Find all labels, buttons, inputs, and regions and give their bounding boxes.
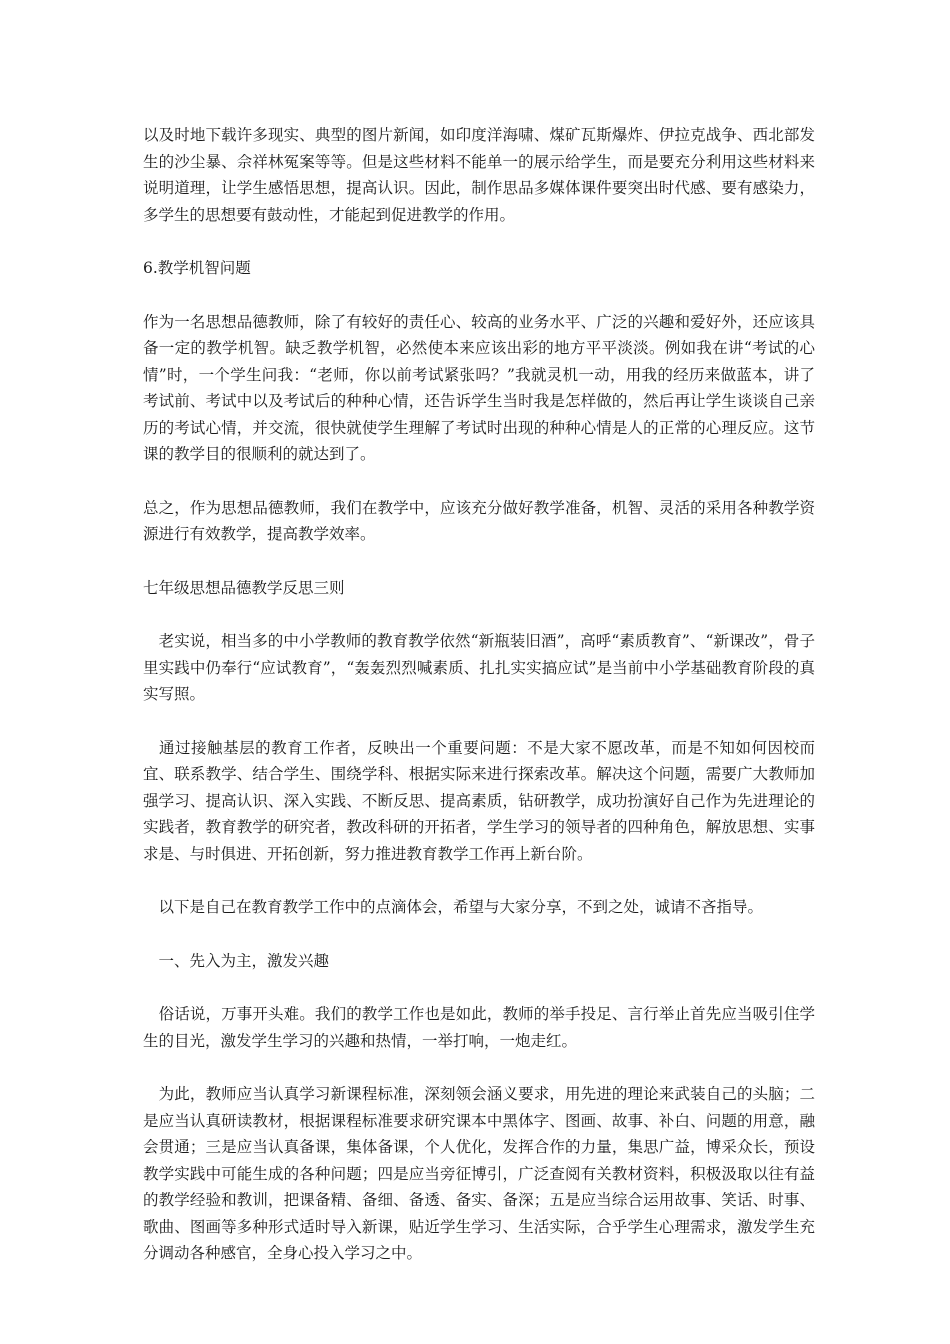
document-body	[143, 122, 815, 1294]
paragraph-multimedia-materials: 以及时地下载许多现实、典型的图片新闻，如印度洋海啸、煤矿瓦斯爆炸、伊拉克战争、西北部发生的沙尘暴、佘祥林冤案等等。但是这些材料不能单一的展示给学生，而是要充分利用这些材料来说明道理，让学生感悟思想，提高认识。因此，制作思品多媒体课件要突出时代感、要有感染力，多学生的思想要有鼓动性，才能起到促进教学的作用。	[143, 126, 815, 224]
article-title-reflections: 七年级思想品德教学反思三则	[143, 578, 345, 597]
subheading-first-impression: 一、先入为主，激发兴趣	[143, 951, 330, 970]
paragraph-sharing: 以下是自己在教育教学工作中的点滴体会，希望与大家分享，不到之处，诚请不吝指导。	[143, 898, 764, 916]
paragraph-conclusion: 总之，作为思想品德教师，我们在教学中，应该充分做好教学准备，机智、灵活的采用各种教学资源进行有效教学，提高教学效率。	[143, 498, 815, 543]
paragraph-exam-oriented: 老实说，相当多的中小学教师的教育教学依然“新瓶装旧酒”，高呼“素质教育”、“新课改”，骨子里实践中仍奉行“应试教育”，“轰轰烈烈喊素质、扎扎实实搞应试”是当前中小学基础教育阶段的真实写照。	[143, 632, 815, 703]
paragraph-teacher-duties: 为此，教师应当认真学习新课程标准，深刻领会涵义要求，用先进的理论来武装自己的头脑；二是应当认真研读教材，根据课程标准要求研究课本中黑体字、图画、故事、补白、问题的用意，融会贯通；三是应当认真备课，集体备课，个人优化，发挥合作的力量，集思广益，博采众长，预设教学实践中可能生成的各种问题；四是应当旁征博引，广泛查阅有关教材资料，积极汲取以往有益的教学经验和教训，把课备精、备细、备透、备实、备深；五是应当综合运用故事、笑话、时事、歌曲、图画等多种形式适时导入新课，贴近学生学习、生活实际，合乎学生心理需求，激发学生充分调动各种感官，全身心投入学习之中。	[143, 1085, 815, 1262]
paragraph-reform-problem: 通过接触基层的教育工作者，反映出一个重要问题：不是大家不愿改革，而是不知如何因校而宜、联系教学、结合学生、围绕学科、根据实际来进行探索改革。解决这个问题，需要广大教师加强学习、提高认识、深入实践、不断反思、提高素质，钻研教学，成功扮演好自己作为先进理论的实践者，教育教学的研究者，教改科研的开拓者，学生学习的领导者的四种角色，解放思想、实事求是、与时俱进、开拓创新，努力推进教育教学工作再上新台阶。	[143, 738, 815, 863]
paragraph-good-start: 俗话说，万事开头难。我们的教学工作也是如此，教师的举手投足、言行举止首先应当吸引住学生的目光，激发学生学习的兴趣和热情，一举打响，一炮走红。	[143, 1005, 815, 1050]
paragraph-teaching-wit: 作为一名思想品德教师，除了有较好的责任心、较高的业务水平、广泛的兴趣和爱好外，还应该具备一定的教学机智。缺乏教学机智，必然使本来应该出彩的地方平平淡淡。例如我在讲“考试的心情”时，一个学生问我：“老师，你以前考试紧张吗？”我就灵机一动，用我的经历来做蓝本，讲了考试前、考试中以及考试后的种种心情，还告诉学生当时我是怎样做的，然后再让学生谈谈自己亲历的考试心情，并交流，很快就使学生理解了考试时出现的种种心情是人的正常的心理反应。这节课的教学目的很顺利的就达到了。	[143, 312, 815, 463]
section-heading-teaching-wit: 6.教学机智问题	[143, 259, 251, 277]
